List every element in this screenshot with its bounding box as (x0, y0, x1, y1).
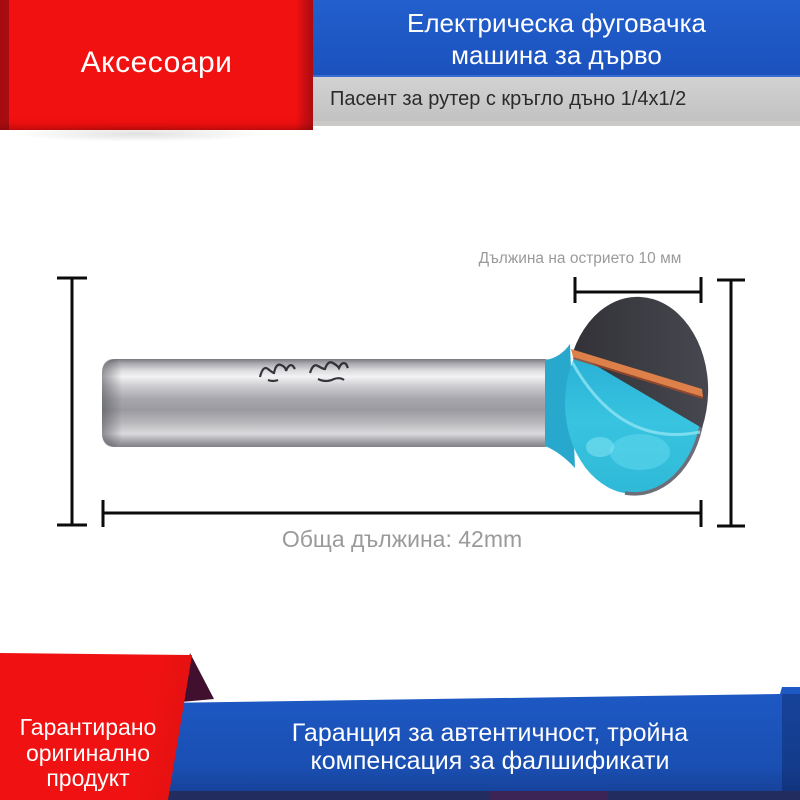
left-dimension-line (57, 278, 87, 525)
total-length-label: Обща дължина: 42mm (281, 526, 523, 552)
footer-dark-strip-accent (490, 791, 608, 800)
router-bit (102, 297, 708, 494)
router-bit-shank (102, 359, 557, 447)
head-highlight-small (586, 437, 614, 457)
original-product-line-1: Гарантирано (19, 714, 157, 740)
blade-length-label: Дължина на острието 10 мм (478, 250, 682, 267)
guarantee-text (190, 719, 790, 775)
footer-dark-strip (168, 791, 800, 800)
title-line-2: машина за дърво (451, 40, 662, 70)
original-product-line-3: продукт (46, 765, 130, 791)
guarantee-line-2: компенсация за фалшификати (310, 747, 670, 775)
guarantee-line-1: Гаранция за автентичност, тройна (291, 719, 689, 747)
subtitle-label: Пасент за рутер с кръгло дъно 1/4x1/2 (330, 88, 687, 110)
title-line-1: Електрическа фуговачка (407, 8, 706, 38)
shank-end-cap (102, 359, 122, 447)
total-length-dimension-line (103, 500, 701, 527)
original-product-text (0, 715, 176, 792)
head-highlight (610, 434, 670, 470)
right-dimension-line (717, 280, 745, 526)
original-product-line-2: оригинално (25, 739, 151, 766)
category-label: Аксесоари (80, 46, 233, 79)
